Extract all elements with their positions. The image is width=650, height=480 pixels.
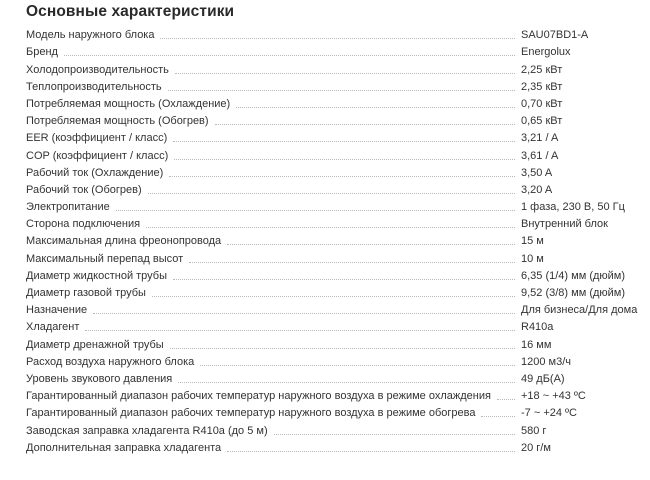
spec-value: Внутренний блок [521, 218, 608, 231]
dotted-leader [173, 141, 515, 142]
spec-row [26, 42, 636, 59]
spec-row [26, 214, 636, 231]
spec-value: Для бизнеса/Для дома [521, 304, 638, 317]
spec-label: Дополнительная заправка хладагента [26, 441, 222, 454]
spec-label: Потребляемая мощность (Охлаждение) [26, 97, 231, 110]
dotted-leader [170, 348, 515, 349]
section-title: Основные характеристики [26, 3, 235, 20]
spec-label: Теплопроизводительность [26, 80, 162, 93]
spec-row [26, 438, 636, 455]
spec-row [26, 266, 636, 283]
spec-row [26, 94, 636, 111]
dotted-leader [146, 227, 515, 228]
spec-value: 3,20 A [521, 183, 553, 196]
spec-label: Модель наружного блока [26, 29, 155, 42]
spec-label: Сторона подключения [26, 218, 141, 231]
spec-value: 0,65 кВт [521, 115, 563, 128]
dotted-leader [148, 193, 515, 194]
spec-value: +18 ~ +43 ºС [521, 390, 586, 403]
dotted-leader [169, 176, 515, 177]
spec-label: Гарантированный диапазон рабочих температур наружного воздуха в режиме охлаждения [26, 390, 491, 403]
dotted-leader [160, 38, 515, 39]
spec-value: 1 фаза, 230 В, 50 Гц [521, 201, 625, 214]
dotted-leader [64, 55, 515, 56]
spec-value: 9,52 (3/8) мм (дюйм) [521, 287, 626, 299]
spec-value: 1200 м3/ч [521, 355, 571, 368]
spec-row [26, 145, 636, 162]
dotted-leader [227, 451, 515, 452]
spec-row [26, 352, 636, 369]
spec-label: Рабочий ток (Обогрев) [26, 183, 142, 196]
spec-row [26, 163, 636, 180]
spec-value: 16 мм [521, 338, 552, 351]
spec-row [26, 180, 636, 197]
spec-row [26, 300, 636, 317]
dotted-leader [85, 330, 515, 331]
spec-value: 3,61 / A [521, 149, 559, 162]
spec-value: Energolux [521, 46, 571, 59]
spec-label: Заводская заправка хладагента R410a (до 5 м) [26, 424, 268, 437]
dotted-leader [236, 107, 515, 108]
dotted-leader [152, 296, 515, 297]
spec-label: Максимальный перепад высот [26, 252, 184, 265]
spec-row [26, 197, 636, 214]
spec-row [26, 128, 636, 145]
specs-list [26, 25, 636, 455]
spec-value: 49 дБ(А) [521, 372, 565, 385]
dotted-leader [497, 399, 515, 400]
dotted-leader [215, 124, 515, 125]
spec-row [26, 111, 636, 128]
dotted-leader [481, 416, 515, 417]
spec-label: Электропитание [26, 201, 110, 214]
dotted-leader [178, 382, 515, 383]
spec-row [26, 248, 636, 265]
spec-row [26, 283, 636, 300]
spec-label: Диаметр жидкостной трубы [26, 269, 168, 282]
spec-row [26, 77, 636, 94]
spec-row [26, 231, 636, 248]
spec-row [26, 25, 636, 42]
spec-row [26, 334, 636, 351]
dotted-leader [189, 262, 515, 263]
spec-label: Бренд [26, 46, 58, 59]
spec-row [26, 317, 636, 334]
dotted-leader [168, 90, 515, 91]
dotted-leader [200, 365, 515, 366]
dotted-leader [174, 159, 515, 160]
spec-value: -7 ~ +24 ºС [521, 407, 577, 420]
spec-label: EER (коэффициент / класс) [26, 132, 168, 145]
spec-label: Гарантированный диапазон рабочих температур наружного воздуха в режиме обогрева [26, 407, 476, 420]
spec-label: Максимальная длина фреонопровода [26, 235, 222, 248]
spec-label: COP (коэффициент / класс) [26, 149, 169, 162]
spec-row [26, 59, 636, 76]
dotted-leader [116, 210, 515, 211]
dotted-leader [175, 73, 515, 74]
spec-label: Диаметр газовой трубы [26, 287, 146, 299]
spec-value: SAU07BD1-A [521, 29, 589, 42]
spec-value: 2,35 кВт [521, 80, 563, 93]
spec-label: Диаметр дренажной трубы [26, 338, 164, 351]
spec-label: Рабочий ток (Охлаждение) [26, 166, 164, 179]
spec-label: Хладагент [26, 321, 80, 334]
dotted-leader [173, 279, 515, 280]
spec-value: 20 г/м [521, 441, 551, 454]
spec-value: 2,25 кВт [521, 63, 563, 76]
spec-row [26, 420, 636, 437]
spec-value: 580 г [521, 424, 547, 437]
spec-value: 15 м [521, 235, 544, 248]
spec-label: Назначение [26, 304, 88, 317]
spec-row [26, 403, 636, 420]
dotted-leader [227, 244, 515, 245]
spec-row [26, 369, 636, 386]
spec-value: 3,50 A [521, 166, 553, 179]
spec-value: 0,70 кВт [521, 97, 563, 110]
dotted-leader [274, 434, 515, 435]
spec-label: Уровень звукового давления [26, 372, 173, 385]
spec-value: 3,21 / A [521, 132, 559, 145]
spec-row [26, 386, 636, 403]
spec-value: R410a [521, 321, 554, 334]
spec-label: Потребляемая мощность (Обогрев) [26, 115, 209, 128]
spec-label: Холодопроизводительность [26, 63, 169, 76]
dotted-leader [93, 313, 515, 314]
spec-value: 6,35 (1/4) мм (дюйм) [521, 269, 626, 282]
spec-label: Расход воздуха наружного блока [26, 355, 195, 368]
spec-value: 10 м [521, 252, 544, 265]
